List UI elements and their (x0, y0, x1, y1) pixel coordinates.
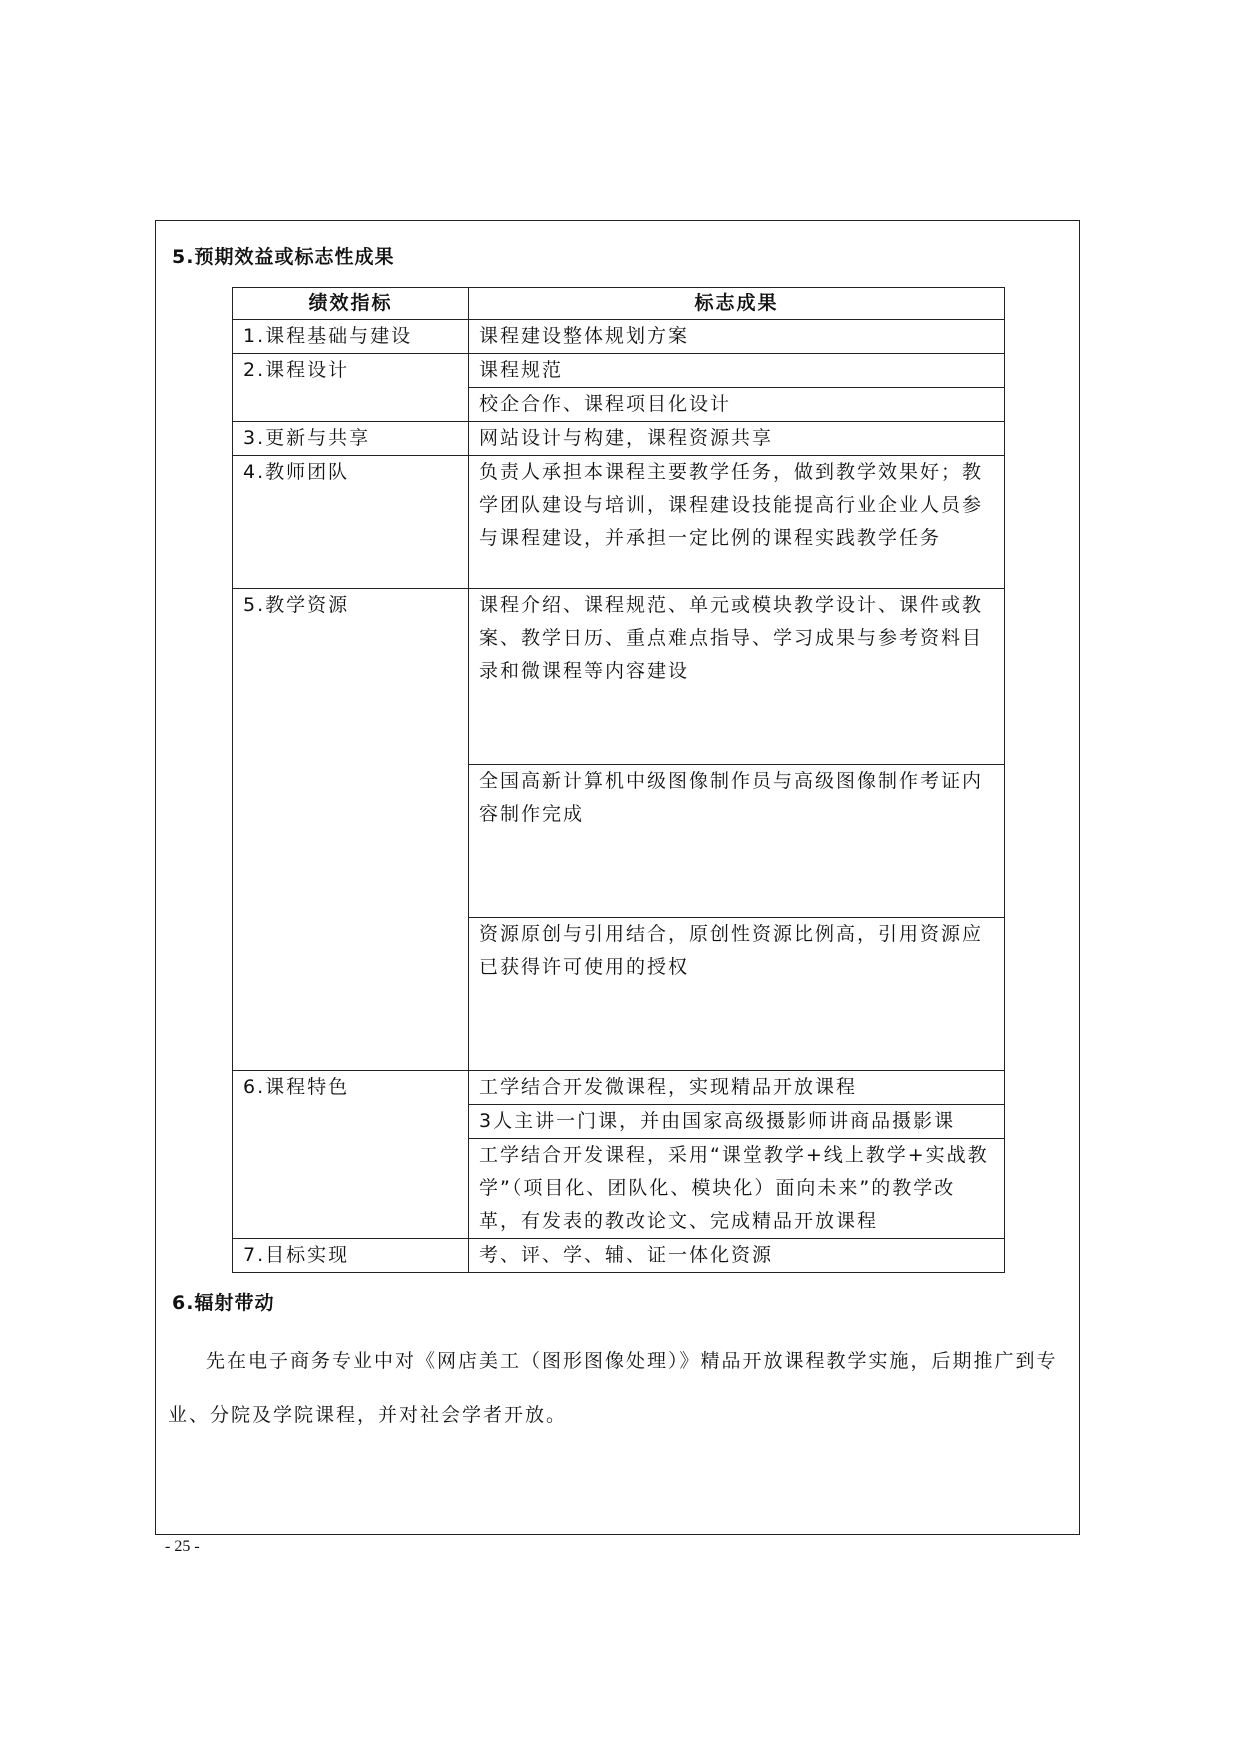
result-cell: 考、评、学、辅、证一体化资源 (469, 1239, 1005, 1273)
result-cell: 课程建设整体规划方案 (469, 320, 1005, 354)
indicator-cell: 2.课程设计 (233, 354, 469, 422)
indicator-cell: 5.教学资源 (233, 589, 469, 1071)
table-row (233, 1239, 1005, 1273)
section-6-paragraph: 先在电子商务专业中对《网店美工（图形图像处理）》精品开放课程教学实施，后期推广到专业、分院及学院课程，并对社会学者开放。 (168, 1350, 1058, 1426)
result-cell: 工学结合开发课程，采用“课堂教学+线上教学+实战教学”（项目化、团队化、模块化）面向未来”的教学改革，有发表的教改论文、完成精品开放课程 (469, 1139, 1005, 1239)
indicator-cell: 4.教师团队 (233, 456, 469, 589)
result-cell: 工学结合开发微课程，实现精品开放课程 (469, 1071, 1005, 1105)
indicator-cell: 3.更新与共享 (233, 422, 469, 456)
indicator-cell: 1.课程基础与建设 (233, 320, 469, 354)
table-row (233, 320, 1005, 354)
result-cell: 课程规范 (469, 354, 1005, 388)
page-number: - 25 - (165, 1538, 200, 1555)
section-6-title: 6.辐射带动 (172, 1292, 275, 1314)
result-cell: 网站设计与构建，课程资源共享 (469, 422, 1005, 456)
result-cell: 课程介绍、课程规范、单元或模块教学设计、课件或教案、教学日历、重点难点指导、学习成果与参考资料目录和微课程等内容建设 (469, 589, 1005, 765)
result-cell: 校企合作、课程项目化设计 (469, 388, 1005, 422)
table-row (233, 354, 1005, 388)
header-indicator: 绩效指标 (233, 288, 469, 320)
table-row (233, 456, 1005, 589)
table-header-row (233, 288, 1005, 320)
table-row (233, 589, 1005, 765)
indicator-cell: 6.课程特色 (233, 1071, 469, 1239)
indicator-cell: 7.目标实现 (233, 1239, 469, 1273)
section-5-title: 5.预期效益或标志性成果 (172, 246, 395, 268)
result-cell: 资源原创与引用结合，原创性资源比例高，引用资源应已获得许可使用的授权 (469, 918, 1005, 1071)
result-cell: 负责人承担本课程主要教学任务，做到教学效果好；教学团队建设与培训，课程建设技能提高行业企业人员参与课程建设，并承担一定比例的课程实践教学任务 (469, 456, 1005, 589)
table-row (233, 422, 1005, 456)
result-cell: 全国高新计算机中级图像制作员与高级图像制作考证内容制作完成 (469, 765, 1005, 918)
result-cell: 3人主讲一门课，并由国家高级摄影师讲商品摄影课 (469, 1105, 1005, 1139)
header-results: 标志成果 (469, 288, 1005, 320)
performance-table (232, 287, 1005, 1273)
table-row (233, 1071, 1005, 1105)
